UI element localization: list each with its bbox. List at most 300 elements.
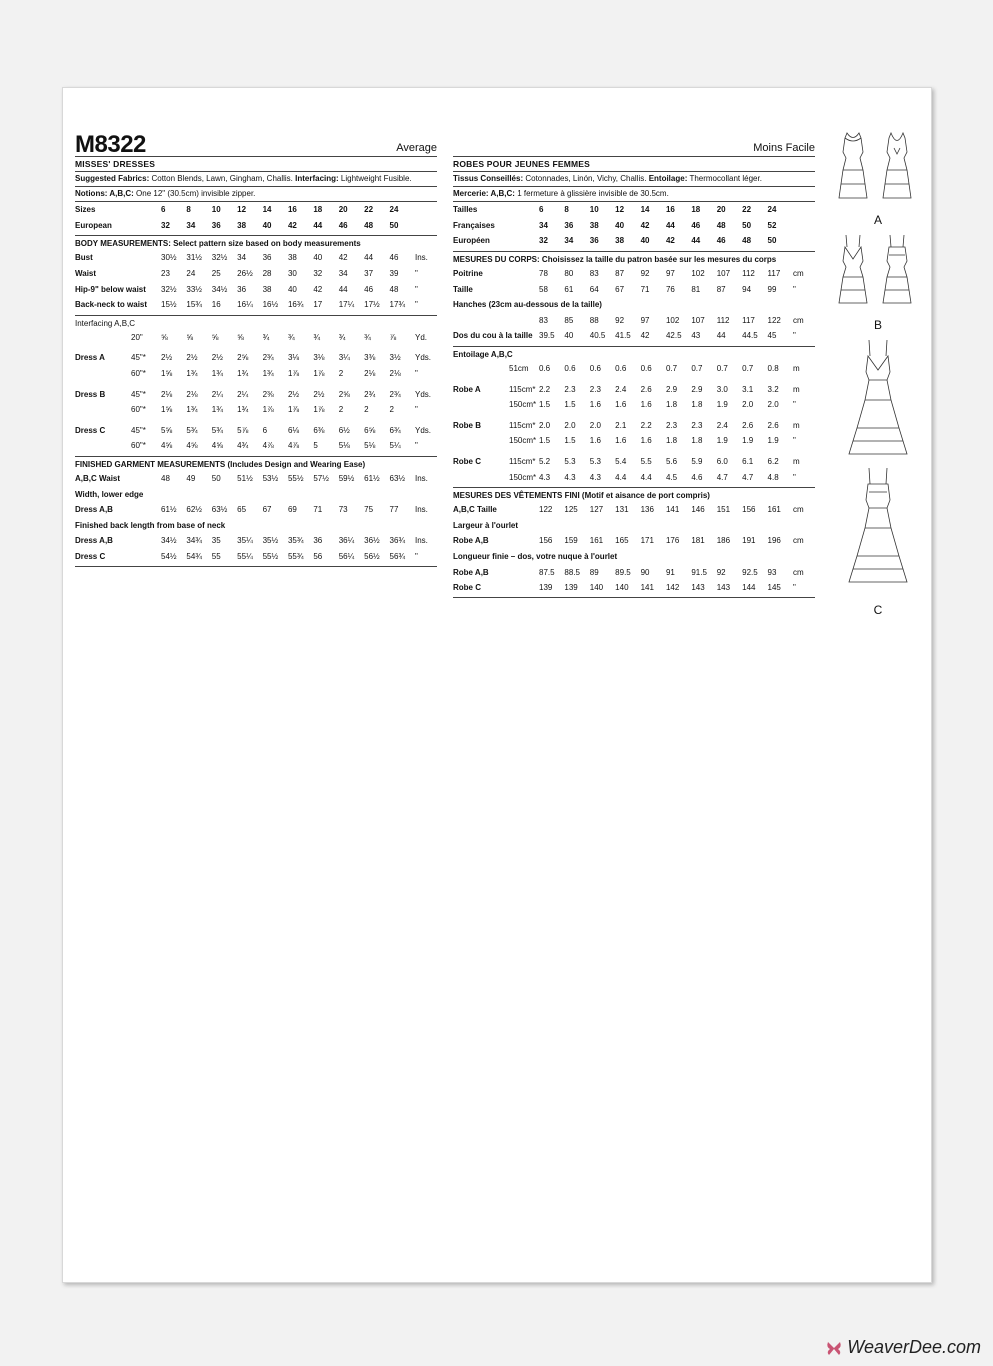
- row-sublabel: 51cm: [509, 364, 529, 374]
- value-cell: 50: [767, 236, 777, 246]
- value-cell: 39.5: [539, 331, 555, 341]
- value-cell: 48: [161, 474, 170, 484]
- value-cell: 36: [313, 536, 323, 546]
- butterfly-icon: [825, 1339, 843, 1357]
- difficulty-label: Average: [396, 142, 437, 154]
- value-cell: 2.9: [665, 384, 678, 394]
- value-cell: 0.7: [716, 364, 728, 374]
- value-cell: 17¾: [389, 300, 406, 310]
- row-sublabel: 115cm*: [509, 384, 536, 394]
- value-cell: 1.8: [691, 400, 703, 410]
- row-label: European: [75, 220, 112, 230]
- brand-watermark: [825, 1337, 981, 1358]
- row-label: A,B,C Taille: [453, 505, 497, 515]
- value-cell: 16¼: [237, 300, 253, 310]
- value-cell: 54½: [161, 551, 177, 561]
- value-cell: 2.3: [564, 384, 576, 394]
- value-cell: 14: [640, 205, 650, 215]
- value-cell: 2⅝: [338, 389, 350, 399]
- value-cell: 36: [237, 284, 247, 294]
- unit-cell: cm: [793, 505, 804, 515]
- row-label: Robe A: [453, 384, 481, 394]
- value-cell: 22: [364, 205, 374, 215]
- row-label: Hip-9" below waist: [75, 284, 146, 294]
- unit-cell: ": [415, 551, 418, 561]
- sizes-row: [75, 202, 437, 218]
- value-cell: 5.2: [539, 457, 551, 467]
- row-sublabel: 115cm*: [509, 457, 536, 467]
- row-label: Bust: [75, 253, 93, 263]
- unit-cell: m: [793, 457, 800, 467]
- row-label: Robe B: [453, 420, 481, 430]
- value-cell: 1.8: [665, 436, 678, 446]
- value-cell: ⅝: [211, 332, 219, 342]
- row-label: Dress A,B: [75, 505, 113, 515]
- value-cell: 31½: [186, 253, 202, 263]
- value-cell: 36¼: [338, 536, 355, 546]
- value-cell: ⅝: [237, 332, 244, 342]
- value-cell: 39: [389, 269, 399, 279]
- row-sublabel: 150cm*: [509, 400, 537, 410]
- value-cell: 89.5: [615, 567, 631, 577]
- value-cell: 4.8: [767, 472, 779, 482]
- value-cell: 42: [640, 220, 650, 230]
- value-cell: 5¾: [186, 425, 198, 435]
- value-cell: 32: [313, 269, 323, 279]
- value-cell: 36: [211, 220, 221, 230]
- value-cell: ¾: [287, 332, 295, 342]
- value-cell: 0.6: [615, 364, 627, 374]
- yardage-row: [75, 438, 437, 454]
- value-cell: 6.0: [716, 457, 728, 467]
- body-row: [75, 266, 437, 282]
- value-cell: 102: [665, 315, 680, 325]
- value-cell: 2¾: [364, 389, 376, 399]
- row-sublabel: 20": [131, 332, 143, 342]
- value-cell: 88.5: [564, 567, 580, 577]
- entoilage-title: Entoilage A,B,C: [453, 349, 513, 359]
- value-cell: 12: [615, 205, 625, 215]
- value-cell: 181: [691, 536, 705, 546]
- row-label: [75, 330, 131, 346]
- value-cell: 55½: [262, 551, 279, 561]
- value-cell: 92: [640, 269, 650, 279]
- value-cell: 48: [742, 236, 752, 246]
- value-cell: 46: [716, 236, 726, 246]
- value-cell: 2.6: [767, 420, 779, 430]
- unit-cell: ": [415, 405, 418, 415]
- header-en: [75, 128, 437, 156]
- value-cell: 2¾: [389, 389, 401, 399]
- yardage-row: [453, 381, 815, 397]
- unit-cell: cm: [793, 567, 804, 577]
- value-cell: 48: [389, 284, 399, 294]
- value-cell: 75: [364, 505, 374, 515]
- value-cell: 6½: [338, 425, 350, 435]
- unit-cell: [793, 233, 815, 249]
- value-cell: 90: [640, 567, 650, 577]
- value-cell: 0.6: [564, 364, 576, 374]
- value-cell: 151: [716, 505, 731, 515]
- value-cell: 76: [665, 284, 675, 294]
- value-cell: 34: [564, 236, 574, 246]
- row-label: Européen: [453, 236, 490, 246]
- value-cell: 6: [161, 205, 166, 215]
- value-cell: 44: [338, 284, 348, 294]
- value-cell: 37: [364, 269, 374, 279]
- value-cell: 2¼: [211, 389, 223, 399]
- value-cell: 6⅝: [364, 425, 376, 435]
- value-cell: 54¾: [186, 551, 202, 561]
- value-cell: 44: [665, 220, 675, 230]
- fabrics-line: Suggested Fabrics: Cotton Blends, Lawn, Gingham, Challis. Interfacing: Lightweight Fusible.: [75, 174, 412, 183]
- value-cell: 36: [564, 220, 574, 230]
- row-sublabel: 45"*: [131, 425, 146, 435]
- unit-cell: cm: [793, 536, 804, 546]
- value-cell: 0.7: [742, 364, 754, 374]
- value-cell: 1.6: [640, 436, 652, 446]
- value-cell: 83: [589, 269, 599, 279]
- yardage-row: [453, 397, 815, 413]
- value-cell: 5⅛: [364, 441, 376, 451]
- value-cell: 2½: [313, 389, 325, 399]
- value-cell: 20: [338, 205, 348, 215]
- value-cell: 4⅝: [186, 441, 198, 451]
- value-cell: 1.5: [539, 400, 551, 410]
- value-cell: 145: [767, 583, 781, 593]
- value-cell: 4.3: [564, 472, 576, 482]
- value-cell: 1.6: [615, 436, 627, 446]
- row-label: Sizes: [75, 205, 96, 215]
- body-measurements-title: BODY MEASUREMENTS: Select pattern size based on body measurements: [75, 239, 361, 249]
- body-row: [75, 281, 437, 297]
- value-cell: 143: [716, 583, 731, 593]
- unit-cell: [793, 218, 815, 234]
- value-cell: 34½: [211, 284, 228, 294]
- value-cell: 2.0: [539, 420, 551, 430]
- value-cell: 2½: [161, 353, 173, 363]
- row-label: Finished back length from base of neck: [75, 520, 226, 530]
- value-cell: 1⅞: [262, 405, 274, 415]
- value-cell: 6¾: [389, 425, 401, 435]
- francaises-row: [453, 218, 815, 234]
- row-label: Largeur à l'ourlet: [453, 520, 519, 530]
- value-cell: 50: [389, 220, 399, 230]
- value-cell: 40.5: [589, 331, 606, 341]
- value-cell: 44: [364, 253, 374, 263]
- europeen-row: [453, 233, 815, 249]
- value-cell: 5.6: [665, 457, 678, 467]
- value-cell: 2.4: [615, 384, 627, 394]
- value-cell: 89: [589, 567, 599, 577]
- value-cell: 6: [262, 425, 268, 435]
- row-label: Robe A,B: [453, 567, 489, 577]
- row-label: Back-neck to waist: [75, 300, 148, 310]
- value-cell: 1.9: [716, 400, 728, 410]
- row-sublabel: 60"*: [131, 369, 146, 379]
- yardage-row: [453, 454, 815, 470]
- value-cell: 3⅜: [364, 353, 376, 363]
- value-cell: 112: [742, 269, 755, 279]
- value-cell: 1⅞: [313, 369, 325, 379]
- value-cell: 5⅞: [237, 425, 249, 435]
- value-cell: 87: [716, 284, 726, 294]
- value-cell: 2.6: [640, 384, 652, 394]
- value-cell: 0.8: [767, 364, 779, 374]
- value-cell: 94: [742, 284, 752, 294]
- value-cell: 1¾: [211, 405, 223, 415]
- value-cell: 18: [313, 205, 323, 215]
- unit-cell: Yds.: [415, 353, 432, 363]
- value-cell: 16½: [262, 300, 279, 310]
- value-cell: 24: [389, 205, 399, 215]
- value-cell: 41.5: [615, 331, 631, 341]
- value-cell: 146: [691, 505, 705, 515]
- header-fr: [453, 128, 815, 156]
- value-cell: 48: [364, 220, 374, 230]
- unit-cell: m: [793, 364, 800, 374]
- unit-cell: [415, 218, 437, 234]
- garment-sketches: [833, 128, 923, 617]
- unit-cell: Ins.: [415, 505, 428, 515]
- value-cell: 0.6: [539, 364, 551, 374]
- row-label: Dress A,B: [75, 536, 113, 546]
- value-cell: 0.7: [665, 364, 678, 374]
- value-cell: 46: [364, 284, 374, 294]
- value-cell: 63½: [211, 505, 228, 515]
- value-cell: 2: [338, 405, 344, 415]
- value-cell: 161: [767, 505, 781, 515]
- value-cell: 4⅝: [161, 441, 173, 451]
- difficulty-label-fr: Moins Facile: [753, 142, 815, 154]
- value-cell: 1¾: [186, 405, 198, 415]
- value-cell: 40: [640, 236, 650, 246]
- width-row: [75, 502, 437, 518]
- value-cell: 2.6: [742, 420, 754, 430]
- yardage-row: [75, 386, 437, 402]
- value-cell: 2.9: [691, 384, 703, 394]
- row-sublabel: 45"*: [131, 389, 146, 399]
- value-cell: 36¾: [389, 536, 406, 546]
- value-cell: 40: [313, 253, 323, 263]
- value-cell: 44: [691, 236, 701, 246]
- row-label: Françaises: [453, 220, 495, 230]
- unit-cell: ": [415, 269, 418, 279]
- value-cell: 6⅜: [313, 425, 325, 435]
- yardage-row: [453, 469, 815, 485]
- value-cell: 186: [716, 536, 731, 546]
- notions-line-fr: Mercerie: A,B,C: 1 fermeture à glissière invisible de 30.5cm.: [453, 189, 669, 198]
- value-cell: 1¾: [211, 369, 223, 379]
- value-cell: 3⅛: [287, 353, 300, 363]
- value-cell: 5: [313, 441, 318, 451]
- value-cell: 156: [742, 505, 756, 515]
- value-cell: 93: [767, 567, 777, 577]
- sizes-table: [75, 202, 437, 233]
- value-cell: 97: [665, 269, 675, 279]
- value-cell: 35: [211, 536, 221, 546]
- value-cell: 2.0: [742, 400, 754, 410]
- value-cell: 12: [237, 205, 247, 215]
- value-cell: 16: [665, 205, 675, 215]
- dos-row: [453, 328, 815, 344]
- value-cell: 171: [640, 536, 654, 546]
- yardage-row: [75, 350, 437, 366]
- value-cell: 2: [338, 369, 344, 379]
- row-label: A,B,C Waist: [75, 474, 121, 484]
- finished-measurements-title: FINISHED GARMENT MEASUREMENTS (Includes Design and Wearing Ease): [75, 459, 366, 469]
- value-cell: 67: [615, 284, 625, 294]
- yardage-row: [75, 423, 437, 439]
- interfacing-row: [75, 330, 437, 346]
- sketch-view-c: [833, 338, 923, 617]
- value-cell: 112: [716, 315, 730, 325]
- longueur-row: [453, 580, 815, 596]
- value-cell: 141: [640, 583, 654, 593]
- value-cell: 2⅛: [389, 369, 401, 379]
- value-cell: 52: [767, 220, 777, 230]
- value-cell: 1⅞: [313, 405, 325, 415]
- value-cell: 0.6: [640, 364, 652, 374]
- value-cell: 32½: [161, 284, 177, 294]
- value-cell: 2.2: [640, 420, 652, 430]
- unit-cell: ": [415, 441, 418, 451]
- row-label: [75, 438, 131, 454]
- back-length-row: [75, 549, 437, 565]
- value-cell: 44: [313, 220, 323, 230]
- value-cell: 0.7: [691, 364, 703, 374]
- row-sublabel: 150cm*: [509, 436, 537, 446]
- row-label: Taille: [453, 284, 473, 294]
- value-cell: 24: [186, 269, 196, 279]
- value-cell: 42.5: [665, 331, 682, 341]
- value-cell: 55¾: [287, 551, 304, 561]
- value-cell: 2⅜: [262, 389, 274, 399]
- longueur-row: [453, 564, 815, 580]
- value-cell: 40: [615, 220, 625, 230]
- value-cell: 59½: [338, 474, 355, 484]
- value-cell: 2¼: [237, 389, 249, 399]
- value-cell: 42: [640, 331, 650, 341]
- value-cell: 83: [539, 315, 548, 325]
- row-label: Dos du cou à la taille: [453, 331, 533, 341]
- unit-cell: ": [415, 300, 418, 310]
- value-cell: 56¾: [389, 551, 406, 561]
- value-cell: 81: [691, 284, 701, 294]
- value-cell: ¾: [262, 332, 270, 342]
- row-label: Waist: [75, 269, 97, 279]
- english-column: [75, 128, 437, 567]
- value-cell: 16: [211, 300, 221, 310]
- row-label: Longueur finie – dos, votre nuque à l'ourlet: [453, 551, 618, 561]
- longueur-heading: [453, 549, 815, 565]
- unit-cell: ": [415, 369, 418, 379]
- row-label: Dress C: [75, 425, 106, 435]
- value-cell: 1⅝: [161, 369, 173, 379]
- value-cell: 4⅞: [262, 441, 274, 451]
- row-label: Dress C: [75, 551, 106, 561]
- value-cell: 4.3: [589, 472, 601, 482]
- hanches-row: [453, 313, 815, 329]
- value-cell: 5.4: [615, 457, 627, 467]
- value-cell: ¾: [313, 332, 321, 342]
- value-cell: 34: [338, 269, 348, 279]
- value-cell: 4.3: [539, 472, 551, 482]
- value-cell: 107: [716, 269, 731, 279]
- body-row: [75, 250, 437, 266]
- value-cell: 32: [161, 220, 170, 230]
- row-label: [75, 366, 131, 382]
- row-label: Robe C: [453, 457, 481, 467]
- row-label: Dress B: [75, 389, 106, 399]
- value-cell: 55: [211, 551, 221, 561]
- largeur-row: [453, 533, 815, 549]
- value-cell: 71: [640, 284, 650, 294]
- value-cell: 122: [539, 505, 553, 515]
- value-cell: 4¾: [237, 441, 249, 451]
- value-cell: 8: [186, 205, 191, 215]
- value-cell: 6.1: [742, 457, 754, 467]
- value-cell: 107: [691, 315, 705, 325]
- value-cell: 16¾: [287, 300, 304, 310]
- value-cell: 140: [615, 583, 629, 593]
- value-cell: 2⅛: [186, 389, 198, 399]
- value-cell: 56¼: [338, 551, 355, 561]
- dress-c-drawing: [833, 338, 923, 598]
- row-label: Tailles: [453, 205, 478, 215]
- value-cell: 4.4: [640, 472, 652, 482]
- value-cell: 25: [211, 269, 221, 279]
- value-cell: 6.2: [767, 457, 779, 467]
- value-cell: 102: [691, 269, 705, 279]
- value-cell: 50: [211, 474, 221, 484]
- value-cell: 191: [742, 536, 756, 546]
- value-cell: 1.5: [564, 400, 576, 410]
- value-cell: 10: [211, 205, 221, 215]
- value-cell: 91: [665, 567, 675, 577]
- value-cell: 17¼: [338, 300, 355, 310]
- value-cell: 4⅞: [287, 441, 300, 451]
- value-cell: 1.9: [716, 436, 728, 446]
- value-cell: 38: [262, 284, 272, 294]
- value-cell: 18: [691, 205, 701, 215]
- value-cell: 1.9: [767, 436, 779, 446]
- unit-cell: Ins.: [415, 253, 428, 263]
- value-cell: 1¾: [186, 369, 198, 379]
- value-cell: 87.5: [539, 567, 555, 577]
- value-cell: 2.0: [767, 400, 779, 410]
- value-cell: ⅞: [389, 332, 397, 342]
- value-cell: 6: [539, 205, 544, 215]
- value-cell: 117: [767, 269, 781, 279]
- row-label: [453, 469, 509, 485]
- unit-cell: ": [793, 331, 796, 341]
- value-cell: 17: [313, 300, 323, 310]
- yardage-row: [75, 366, 437, 382]
- value-cell: 51½: [237, 474, 253, 484]
- value-cell: 1.8: [665, 400, 678, 410]
- value-cell: 56½: [364, 551, 380, 561]
- value-cell: 46: [389, 253, 399, 263]
- value-cell: 42: [313, 284, 323, 294]
- value-cell: 46: [338, 220, 348, 230]
- body-measurements-title-fr: MESURES DU CORPS: Choisissez la taille du patron basée sur les mesures du corps: [453, 254, 777, 264]
- value-cell: 161: [589, 536, 604, 546]
- value-cell: 50: [742, 220, 752, 230]
- unit-cell: ": [793, 583, 796, 593]
- value-cell: 22: [742, 205, 752, 215]
- value-cell: 34: [186, 220, 196, 230]
